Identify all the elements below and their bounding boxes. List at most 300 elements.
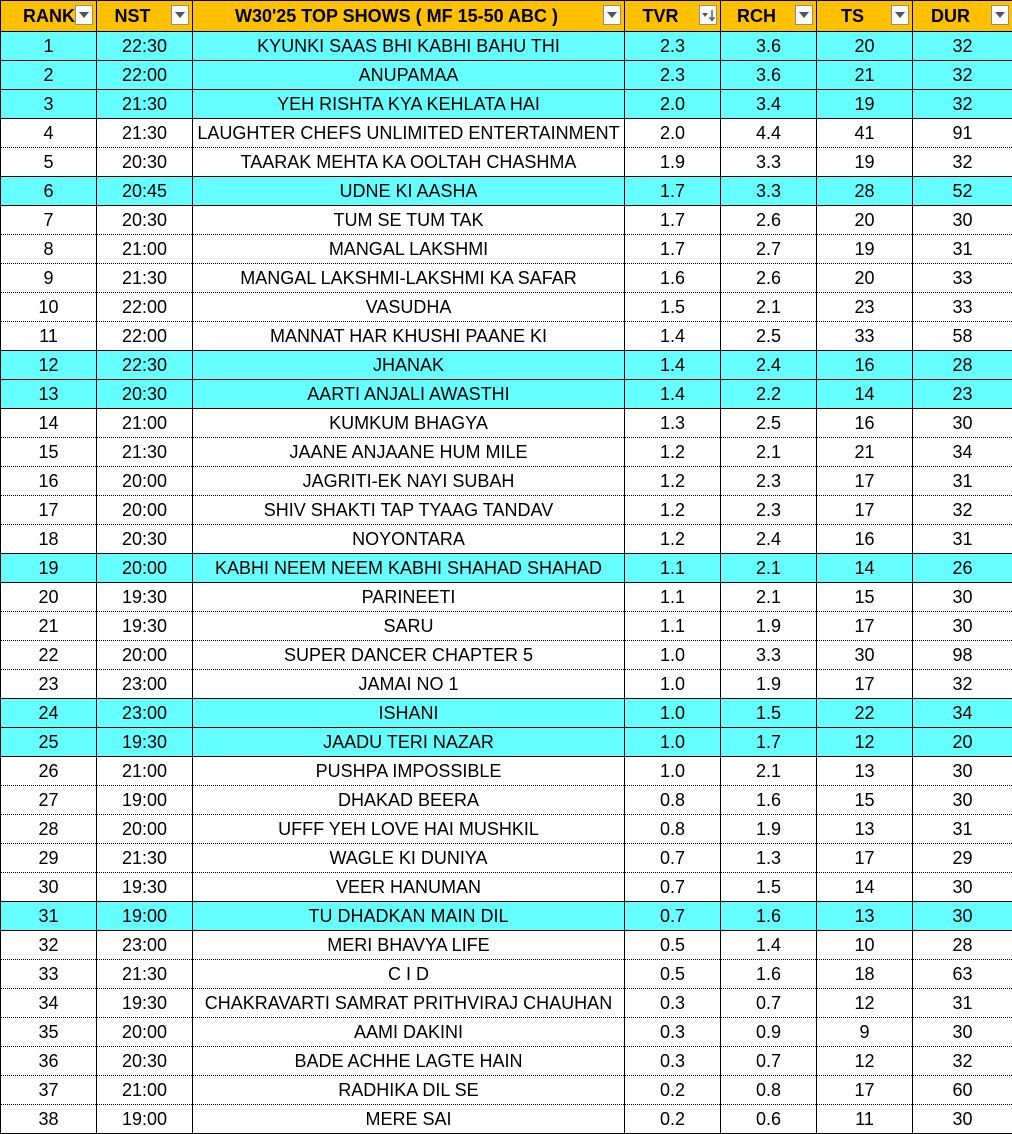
cell-dur[interactable]: 32 [913,32,1012,61]
cell-show[interactable]: YEH RISHTA KYA KEHLATA HAI [193,90,625,119]
cell-nst[interactable]: 19:30 [97,612,193,641]
cell-ts[interactable]: 9 [817,1018,913,1047]
cell-dur[interactable]: 31 [913,989,1012,1018]
header-rank-label: RANK [23,6,75,27]
cell-tvr[interactable]: 0.2 [625,1076,721,1105]
cell-rank[interactable]: 13 [1,380,97,409]
cell-show[interactable]: PARINEETI [193,583,625,612]
cell-ts[interactable]: 18 [817,960,913,989]
cell-show[interactable]: KYUNKI SAAS BHI KABHI BAHU THI [193,32,625,61]
cell-tvr[interactable]: 0.5 [625,931,721,960]
header-dur [913,1,1012,32]
cell-tvr[interactable]: 0.7 [625,902,721,931]
cell-tvr[interactable]: 1.0 [625,757,721,786]
cell-show[interactable]: NOYONTARA [193,525,625,554]
cell-nst[interactable]: 21:30 [97,438,193,467]
cell-dur[interactable]: 30 [913,409,1012,438]
cell-dur[interactable]: 31 [913,467,1012,496]
cell-dur[interactable]: 30 [913,206,1012,235]
cell-nst[interactable]: 22:30 [97,351,193,380]
cell-ts[interactable]: 12 [817,1047,913,1076]
cell-rank[interactable]: 17 [1,496,97,525]
cell-show[interactable]: JHANAK [193,351,625,380]
cell-rank[interactable]: 38 [1,1105,97,1134]
filter-dropdown-show[interactable] [603,5,621,25]
header-dur-label: DUR [931,6,994,27]
cell-show[interactable]: VEER HANUMAN [193,873,625,902]
cell-tvr[interactable]: 2.0 [625,119,721,148]
cell-rank[interactable]: 14 [1,409,97,438]
cell-tvr[interactable]: 1.5 [625,293,721,322]
cell-dur[interactable]: 30 [913,612,1012,641]
cell-ts[interactable]: 19 [817,90,913,119]
cell-show[interactable]: KUMKUM BHAGYA [193,409,625,438]
cell-rch[interactable]: 1.5 [721,699,817,728]
cell-tvr[interactable]: 0.7 [625,844,721,873]
cell-rch[interactable]: 2.6 [721,264,817,293]
cell-ts[interactable]: 23 [817,293,913,322]
cell-tvr[interactable]: 0.5 [625,960,721,989]
cell-tvr[interactable]: 1.0 [625,728,721,757]
cell-rank[interactable]: 21 [1,612,97,641]
cell-ts[interactable]: 17 [817,670,913,699]
cell-ts[interactable]: 16 [817,409,913,438]
cell-rank[interactable]: 35 [1,1018,97,1047]
cell-nst[interactable]: 21:30 [97,960,193,989]
cell-rank[interactable]: 34 [1,989,97,1018]
cell-tvr[interactable]: 0.8 [625,786,721,815]
table-row [1,583,1012,612]
cell-ts[interactable]: 21 [817,438,913,467]
cell-rank[interactable]: 9 [1,264,97,293]
cell-show[interactable]: JAANE ANJAANE HUM MILE [193,438,625,467]
cell-dur[interactable]: 33 [913,293,1012,322]
cell-rank[interactable]: 5 [1,148,97,177]
cell-show[interactable]: WAGLE KI DUNIYA [193,844,625,873]
cell-rank[interactable]: 12 [1,351,97,380]
cell-ts[interactable]: 20 [817,264,913,293]
cell-nst[interactable]: 19:30 [97,989,193,1018]
cell-dur[interactable]: 30 [913,757,1012,786]
cell-show[interactable]: PUSHPA IMPOSSIBLE [193,757,625,786]
cell-dur[interactable]: 32 [913,148,1012,177]
cell-tvr[interactable]: 1.0 [625,699,721,728]
cell-tvr[interactable]: 1.1 [625,612,721,641]
cell-rank[interactable]: 36 [1,1047,97,1076]
cell-rank[interactable]: 22 [1,641,97,670]
cell-rch[interactable]: 2.1 [721,293,817,322]
cell-dur[interactable]: 33 [913,264,1012,293]
cell-show[interactable]: MERE SAI [193,1105,625,1134]
cell-tvr[interactable]: 2.0 [625,90,721,119]
cell-rch[interactable]: 2.6 [721,206,817,235]
cell-show[interactable]: KABHI NEEM NEEM KABHI SHAHAD SHAHAD [193,554,625,583]
cell-ts[interactable]: 15 [817,583,913,612]
cell-tvr[interactable]: 1.7 [625,235,721,264]
cell-dur[interactable]: 32 [913,90,1012,119]
cell-dur[interactable]: 52 [913,177,1012,206]
filter-dropdown-rank[interactable] [75,5,93,25]
cell-rch[interactable]: 0.6 [721,1105,817,1134]
cell-rank[interactable]: 23 [1,670,97,699]
cell-rank[interactable]: 28 [1,815,97,844]
cell-ts[interactable]: 16 [817,525,913,554]
cell-nst[interactable]: 21:00 [97,1076,193,1105]
cell-nst[interactable]: 20:00 [97,467,193,496]
cell-show[interactable]: SHIV SHAKTI TAP TYAAG TANDAV [193,496,625,525]
cell-rch[interactable]: 2.1 [721,583,817,612]
cell-tvr[interactable]: 1.1 [625,554,721,583]
table-row [1,1047,1012,1076]
cell-dur[interactable]: 28 [913,931,1012,960]
cell-nst[interactable]: 21:30 [97,264,193,293]
cell-rch[interactable]: 3.6 [721,32,817,61]
cell-dur[interactable]: 30 [913,873,1012,902]
cell-rank[interactable]: 6 [1,177,97,206]
table-row [1,989,1012,1018]
cell-dur[interactable]: 31 [913,525,1012,554]
cell-rank[interactable]: 15 [1,438,97,467]
cell-show[interactable]: SARU [193,612,625,641]
cell-nst[interactable]: 19:00 [97,902,193,931]
cell-dur[interactable]: 20 [913,728,1012,757]
cell-nst[interactable]: 21:30 [97,90,193,119]
cell-rank[interactable]: 4 [1,119,97,148]
cell-rank[interactable]: 30 [1,873,97,902]
header-tvr-label: TVR [643,6,703,27]
cell-rch[interactable]: 2.1 [721,554,817,583]
cell-dur[interactable]: 34 [913,699,1012,728]
cell-nst[interactable]: 20:00 [97,554,193,583]
cell-show[interactable]: MANNAT HAR KHUSHI PAANE KI [193,322,625,351]
cell-rank[interactable]: 26 [1,757,97,786]
table-row [1,902,1012,931]
cell-rank[interactable]: 7 [1,206,97,235]
table-row [1,148,1012,177]
cell-tvr[interactable]: 1.7 [625,177,721,206]
cell-nst[interactable]: 22:00 [97,293,193,322]
cell-show[interactable]: MERI BHAVYA LIFE [193,931,625,960]
cell-nst[interactable]: 20:00 [97,641,193,670]
cell-tvr[interactable]: 2.3 [625,61,721,90]
cell-show[interactable]: UDNE KI AASHA [193,177,625,206]
cell-nst[interactable]: 23:00 [97,670,193,699]
cell-rch[interactable]: 1.9 [721,612,817,641]
cell-nst[interactable]: 21:30 [97,119,193,148]
cell-nst[interactable]: 20:30 [97,380,193,409]
cell-nst[interactable]: 20:45 [97,177,193,206]
cell-show[interactable]: TU DHADKAN MAIN DIL [193,902,625,931]
cell-ts[interactable]: 14 [817,380,913,409]
cell-tvr[interactable]: 0.3 [625,989,721,1018]
cell-dur[interactable]: 32 [913,670,1012,699]
cell-show[interactable]: MANGAL LAKSHMI-LAKSHMI KA SAFAR [193,264,625,293]
cell-rch[interactable]: 1.3 [721,844,817,873]
table-row [1,438,1012,467]
cell-tvr[interactable]: 0.7 [625,873,721,902]
table-row [1,90,1012,119]
cell-tvr[interactable]: 1.2 [625,496,721,525]
cell-dur[interactable]: 58 [913,322,1012,351]
cell-ts[interactable]: 14 [817,873,913,902]
cell-rank[interactable]: 32 [1,931,97,960]
cell-show[interactable]: AAMI DAKINI [193,1018,625,1047]
cell-tvr[interactable]: 0.3 [625,1018,721,1047]
cell-rch[interactable]: 3.3 [721,641,817,670]
cell-dur[interactable]: 30 [913,786,1012,815]
cell-ts[interactable]: 22 [817,699,913,728]
cell-nst[interactable]: 23:00 [97,931,193,960]
cell-rank[interactable]: 18 [1,525,97,554]
cell-ts[interactable]: 41 [817,119,913,148]
chevron-down-icon [995,12,1005,18]
cell-dur[interactable]: 28 [913,351,1012,380]
cell-show[interactable]: ISHANI [193,699,625,728]
filter-dropdown-tvr[interactable] [699,5,717,25]
cell-tvr[interactable]: 2.3 [625,32,721,61]
cell-dur[interactable]: 30 [913,1018,1012,1047]
cell-show[interactable]: AARTI ANJALI AWASTHI [193,380,625,409]
cell-tvr[interactable]: 1.1 [625,583,721,612]
cell-show[interactable]: LAUGHTER CHEFS UNLIMITED ENTERTAINMENT [193,119,625,148]
cell-rch[interactable]: 2.3 [721,496,817,525]
cell-nst[interactable]: 21:30 [97,844,193,873]
chevron-down-icon [175,12,185,18]
cell-ts[interactable]: 17 [817,844,913,873]
cell-nst[interactable]: 19:00 [97,786,193,815]
cell-dur[interactable]: 63 [913,960,1012,989]
cell-show[interactable]: JAADU TERI NAZAR [193,728,625,757]
cell-rch[interactable]: 2.2 [721,380,817,409]
table-row [1,525,1012,554]
cell-dur[interactable]: 32 [913,1047,1012,1076]
cell-show[interactable]: VASUDHA [193,293,625,322]
cell-nst[interactable]: 20:00 [97,815,193,844]
cell-rch[interactable]: 0.8 [721,1076,817,1105]
cell-ts[interactable]: 13 [817,902,913,931]
cell-show[interactable]: BADE ACHHE LAGTE HAIN [193,1047,625,1076]
table-row [1,322,1012,351]
cell-dur[interactable]: 98 [913,641,1012,670]
header-nst [97,1,193,32]
cell-rch[interactable]: 2.1 [721,757,817,786]
cell-dur[interactable]: 30 [913,902,1012,931]
cell-tvr[interactable]: 1.0 [625,670,721,699]
cell-ts[interactable]: 19 [817,148,913,177]
cell-dur[interactable]: 60 [913,1076,1012,1105]
cell-nst[interactable]: 19:30 [97,728,193,757]
cell-rch[interactable]: 3.4 [721,90,817,119]
header-show-label: W30'25 TOP SHOWS ( MF 15-50 ABC ) [235,6,582,27]
cell-nst[interactable]: 19:30 [97,583,193,612]
cell-nst[interactable]: 20:30 [97,525,193,554]
cell-rank[interactable]: 25 [1,728,97,757]
filter-dropdown-nst[interactable] [171,5,189,25]
cell-rch[interactable]: 1.7 [721,728,817,757]
cell-rch[interactable]: 1.6 [721,902,817,931]
cell-show[interactable]: MANGAL LAKSHMI [193,235,625,264]
cell-ts[interactable]: 17 [817,1076,913,1105]
cell-rank[interactable]: 33 [1,960,97,989]
cell-rch[interactable]: 2.4 [721,351,817,380]
cell-show[interactable]: UFFF YEH LOVE HAI MUSHKIL [193,815,625,844]
filter-dropdown-rch[interactable] [795,5,813,25]
cell-nst[interactable]: 23:00 [97,699,193,728]
cell-ts[interactable]: 17 [817,467,913,496]
header-tvr [625,1,721,32]
cell-nst[interactable]: 20:30 [97,148,193,177]
cell-nst[interactable]: 20:30 [97,206,193,235]
cell-nst[interactable]: 19:30 [97,873,193,902]
cell-ts[interactable]: 17 [817,612,913,641]
cell-tvr[interactable]: 1.2 [625,525,721,554]
cell-dur[interactable]: 34 [913,438,1012,467]
cell-ts[interactable]: 20 [817,206,913,235]
cell-dur[interactable]: 29 [913,844,1012,873]
cell-rank[interactable]: 3 [1,90,97,119]
cell-nst[interactable]: 22:00 [97,61,193,90]
cell-rch[interactable]: 0.9 [721,1018,817,1047]
cell-tvr[interactable]: 1.2 [625,467,721,496]
cell-tvr[interactable]: 1.3 [625,409,721,438]
table-row [1,757,1012,786]
cell-rch[interactable]: 0.7 [721,989,817,1018]
cell-dur[interactable]: 30 [913,1105,1012,1134]
cell-rch[interactable]: 2.4 [721,525,817,554]
cell-rch[interactable]: 2.5 [721,322,817,351]
cell-ts[interactable]: 30 [817,641,913,670]
chevron-down-icon [607,12,617,18]
cell-rank[interactable]: 2 [1,61,97,90]
cell-ts[interactable]: 20 [817,32,913,61]
cell-dur[interactable]: 31 [913,815,1012,844]
cell-show[interactable]: CHAKRAVARTI SAMRAT PRITHVIRAJ CHAUHAN [193,989,625,1018]
header-rch [721,1,817,32]
cell-rch[interactable]: 2.7 [721,235,817,264]
cell-dur[interactable]: 32 [913,61,1012,90]
cell-dur[interactable]: 91 [913,119,1012,148]
cell-rch[interactable]: 4.4 [721,119,817,148]
cell-ts[interactable]: 11 [817,1105,913,1134]
cell-ts[interactable]: 13 [817,757,913,786]
cell-rch[interactable]: 2.1 [721,438,817,467]
cell-rank[interactable]: 1 [1,32,97,61]
cell-rank[interactable]: 29 [1,844,97,873]
cell-ts[interactable]: 19 [817,235,913,264]
table-row [1,467,1012,496]
cell-tvr[interactable]: 1.4 [625,380,721,409]
cell-rank[interactable]: 37 [1,1076,97,1105]
cell-rank[interactable]: 10 [1,293,97,322]
cell-rch[interactable]: 3.6 [721,61,817,90]
cell-ts[interactable]: 14 [817,554,913,583]
cell-nst[interactable]: 21:00 [97,409,193,438]
table-row [1,119,1012,148]
cell-dur[interactable]: 30 [913,583,1012,612]
cell-rank[interactable]: 20 [1,583,97,612]
cell-ts[interactable]: 17 [817,496,913,525]
cell-rch[interactable]: 1.4 [721,931,817,960]
cell-ts[interactable]: 21 [817,61,913,90]
cell-ts[interactable]: 13 [817,815,913,844]
table-row [1,670,1012,699]
table-row [1,380,1012,409]
cell-ts[interactable]: 12 [817,728,913,757]
cell-show[interactable]: RADHIKA DIL SE [193,1076,625,1105]
cell-tvr[interactable]: 1.2 [625,438,721,467]
filter-dropdown-ts[interactable] [891,5,909,25]
cell-nst[interactable]: 21:00 [97,235,193,264]
cell-ts[interactable]: 15 [817,786,913,815]
cell-rch[interactable]: 1.6 [721,960,817,989]
cell-rank[interactable]: 24 [1,699,97,728]
table-row [1,264,1012,293]
cell-rch[interactable]: 3.3 [721,177,817,206]
cell-tvr[interactable]: 0.3 [625,1047,721,1076]
cell-rank[interactable]: 8 [1,235,97,264]
cell-nst[interactable]: 21:00 [97,757,193,786]
table-row [1,206,1012,235]
cell-rch[interactable]: 3.3 [721,148,817,177]
cell-tvr[interactable]: 0.2 [625,1105,721,1134]
cell-show[interactable]: SUPER DANCER CHAPTER 5 [193,641,625,670]
cell-dur[interactable]: 32 [913,496,1012,525]
cell-show[interactable]: ANUPAMAA [193,61,625,90]
cell-tvr[interactable]: 1.6 [625,264,721,293]
cell-nst[interactable]: 20:30 [97,1047,193,1076]
cell-rank[interactable]: 19 [1,554,97,583]
filter-dropdown-dur[interactable] [991,5,1009,25]
cell-show[interactable]: TAARAK MEHTA KA OOLTAH CHASHMA [193,148,625,177]
cell-rch[interactable]: 2.5 [721,409,817,438]
cell-tvr[interactable]: 1.7 [625,206,721,235]
cell-ts[interactable]: 16 [817,351,913,380]
cell-dur[interactable]: 26 [913,554,1012,583]
cell-dur[interactable]: 23 [913,380,1012,409]
cell-ts[interactable]: 10 [817,931,913,960]
cell-nst[interactable]: 22:30 [97,32,193,61]
cell-show[interactable]: C I D [193,960,625,989]
cell-nst[interactable]: 19:00 [97,1105,193,1134]
cell-tvr[interactable]: 1.0 [625,641,721,670]
cell-rch[interactable]: 1.9 [721,670,817,699]
cell-nst[interactable]: 20:00 [97,496,193,525]
cell-rch[interactable]: 2.3 [721,467,817,496]
cell-show[interactable]: JAGRITI-EK NAYI SUBAH [193,467,625,496]
cell-rank[interactable]: 27 [1,786,97,815]
cell-tvr[interactable]: 1.4 [625,351,721,380]
cell-tvr[interactable]: 0.8 [625,815,721,844]
cell-tvr[interactable]: 1.4 [625,322,721,351]
cell-show[interactable]: DHAKAD BEERA [193,786,625,815]
cell-nst[interactable]: 22:00 [97,322,193,351]
cell-rank[interactable]: 11 [1,322,97,351]
cell-rch[interactable]: 1.9 [721,815,817,844]
cell-show[interactable]: TUM SE TUM TAK [193,206,625,235]
cell-rch[interactable]: 1.5 [721,873,817,902]
cell-rch[interactable]: 1.6 [721,786,817,815]
cell-nst[interactable]: 20:00 [97,1018,193,1047]
cell-ts[interactable]: 28 [817,177,913,206]
cell-ts[interactable]: 12 [817,989,913,1018]
cell-rank[interactable]: 31 [1,902,97,931]
cell-rank[interactable]: 16 [1,467,97,496]
cell-ts[interactable]: 33 [817,322,913,351]
cell-tvr[interactable]: 1.9 [625,148,721,177]
cell-rch[interactable]: 0.7 [721,1047,817,1076]
cell-show[interactable]: JAMAI NO 1 [193,670,625,699]
cell-dur[interactable]: 31 [913,235,1012,264]
